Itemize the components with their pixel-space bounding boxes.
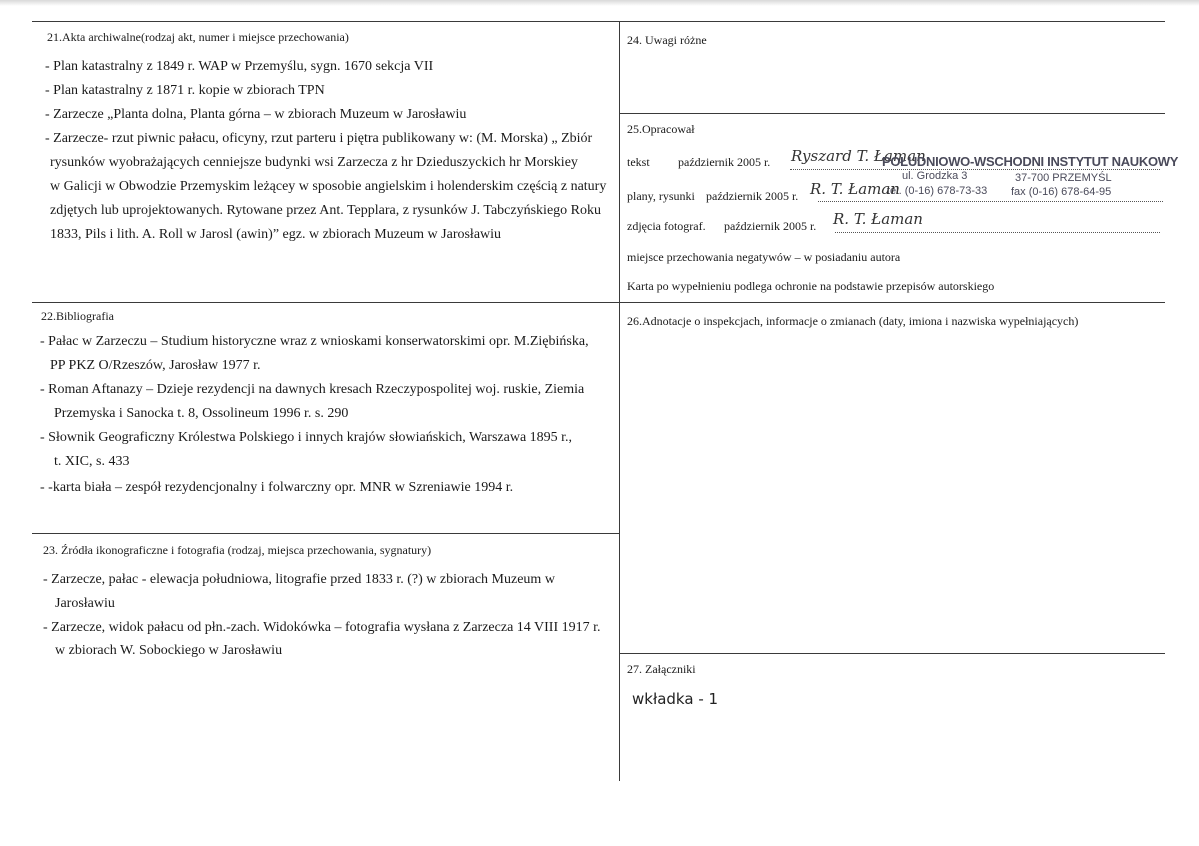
stamp-tel: tel. (0-16) 678-73-33 xyxy=(887,185,988,197)
row-divider-1 xyxy=(32,302,1165,303)
section-21-line: w Galicji w Obwodzie Przemyskim leżącey w sposobie angielskim i holenderskim częścią z natury xyxy=(50,179,607,194)
stamp-institute-name: POŁUDNIOWO-WSCHODNI INSTYTUT NAUKOWY xyxy=(882,154,1179,169)
section-21-line: zdjętych lub uprojektowanych. Rytowane przez Ant. Tepplara, z rysunków J. Tabczyńskiego Roku xyxy=(50,203,601,218)
section-21-line: - Plan katastralny z 1871 r. kopie w zbiorach TPN xyxy=(45,83,325,98)
attachment-handwritten-note: wkładka - 1 xyxy=(632,690,719,708)
stamp-street: ul. Grodzka 3 xyxy=(902,170,968,182)
plany-date: październik 2005 r. xyxy=(706,189,799,203)
zdjecia-label: zdjęcia fotograf. xyxy=(627,219,706,233)
section-24-title: 24. Uwagi różne xyxy=(627,33,707,47)
section-21-title: 21.Akta archiwalne(rodzaj akt, numer i miejsce przechowania) xyxy=(47,30,349,44)
section-22-line: - -karta biała – zespół rezydencjonalny i folwarczny opr. MNR w Szreniawie 1994 r. xyxy=(40,480,514,495)
row-divider-left-2 xyxy=(32,533,619,534)
zdjecia-dotted-line xyxy=(835,232,1160,233)
stamp-city: 37-700 PRZEMYŚL xyxy=(1015,172,1112,184)
section-21-line: rysunków wyobrażających cenniejsze budynki wsi Zarzecza z hr Dzieduszyckich hr Morskiey xyxy=(50,155,578,170)
top-border xyxy=(32,21,1165,22)
zdjecia-date: październik 2005 r. xyxy=(724,219,817,233)
section-21-line: - Plan katastralny z 1849 r. WAP w Przemyślu, sygn. 1670 sekcja VII xyxy=(45,59,434,74)
plany-signature: R. T. Łaman xyxy=(810,180,900,198)
section-26-title: 26.Adnotacje o inspekcjach, informacje o zmianach (daty, imiona i nazwiska wypełniających) xyxy=(627,314,1079,328)
section-21-line: 1833, Pils i lith. A. Roll w Jarosl (awin)” egz. w zbiorach Muzeum w Jarosławiu xyxy=(50,227,502,242)
negatywy-text: miejsce przechowania negatywów – w posiadaniu autora xyxy=(627,250,901,264)
section-23-title: 23. Źródła ikonograficzne i fotografia (rodzaj, miejsca przechowania, sygnatury) xyxy=(43,543,432,557)
tekst-label: tekst xyxy=(627,155,650,169)
section-23-line: Jarosławiu xyxy=(55,596,115,611)
ochrona-text: Karta po wypełnieniu podlega ochronie na podstawie przepisów autorskiego xyxy=(627,279,995,293)
section-22-line: PP PKZ O/Rzeszów, Jarosław 1977 r. xyxy=(50,358,261,373)
section-23-line: - Zarzecze, widok pałacu od płn.-zach. Widokówka – fotografia wysłana z Zarzecza 14 VIII 1917 r. xyxy=(43,620,601,635)
stamp-fax: fax (0-16) 678-64-95 xyxy=(1011,186,1112,198)
plany-label: plany, rysunki xyxy=(627,189,695,203)
section-22-line: - Pałac w Zarzeczu – Studium historyczne wraz z wnioskami konserwatorskimi opr. M.Ziębińska, xyxy=(40,334,589,349)
tekst-signature: Ryszard T. Łaman xyxy=(791,147,926,165)
section-22-title: 22.Bibliografia xyxy=(41,309,114,323)
zdjecia-signature: R. T. Łaman xyxy=(833,210,923,228)
scan-edge-shadow xyxy=(0,0,1199,6)
section-22-line: Przemyska i Sanocka t. 8, Ossolineum 1996 r. s. 290 xyxy=(54,406,349,421)
section-22-line: t. XIC, s. 433 xyxy=(54,454,130,469)
section-27-title: 27. Załączniki xyxy=(627,662,696,676)
section-21-line: - Zarzecze- rzut piwnic pałacu, oficyny, rzut parteru i piętra publikowany w: (M. Morska) „ Zbiór xyxy=(45,131,593,146)
section-23-line: - Zarzecze, pałac - elewacja południowa, litografie przed 1833 r. (?) w zbiorach Muzeum w xyxy=(43,572,555,587)
section-23-line: w zbiorach W. Sobockiego w Jarosławiu xyxy=(55,643,283,658)
tekst-dotted-line xyxy=(790,169,1160,170)
section-22-line: - Roman Aftanazy – Dzieje rezydencji na dawnych kresach Rzeczypospolitej woj. ruskie, Ziemia xyxy=(40,382,585,397)
section-25-title: 25.Opracował xyxy=(627,122,695,136)
section-22-line: - Słownik Geograficzny Królestwa Polskiego i innych krajów słowiańskich, Warszawa 1895 r., xyxy=(40,430,573,445)
plany-dotted-line xyxy=(818,201,1163,202)
section-21-line: - Zarzecze „Planta dolna, Planta górna – w zbiorach Muzeum w Jarosławiu xyxy=(45,107,467,122)
tekst-date: październik 2005 r. xyxy=(678,155,771,169)
divider-24-25 xyxy=(619,113,1165,114)
center-divider xyxy=(619,21,620,781)
divider-26-27 xyxy=(619,653,1165,654)
